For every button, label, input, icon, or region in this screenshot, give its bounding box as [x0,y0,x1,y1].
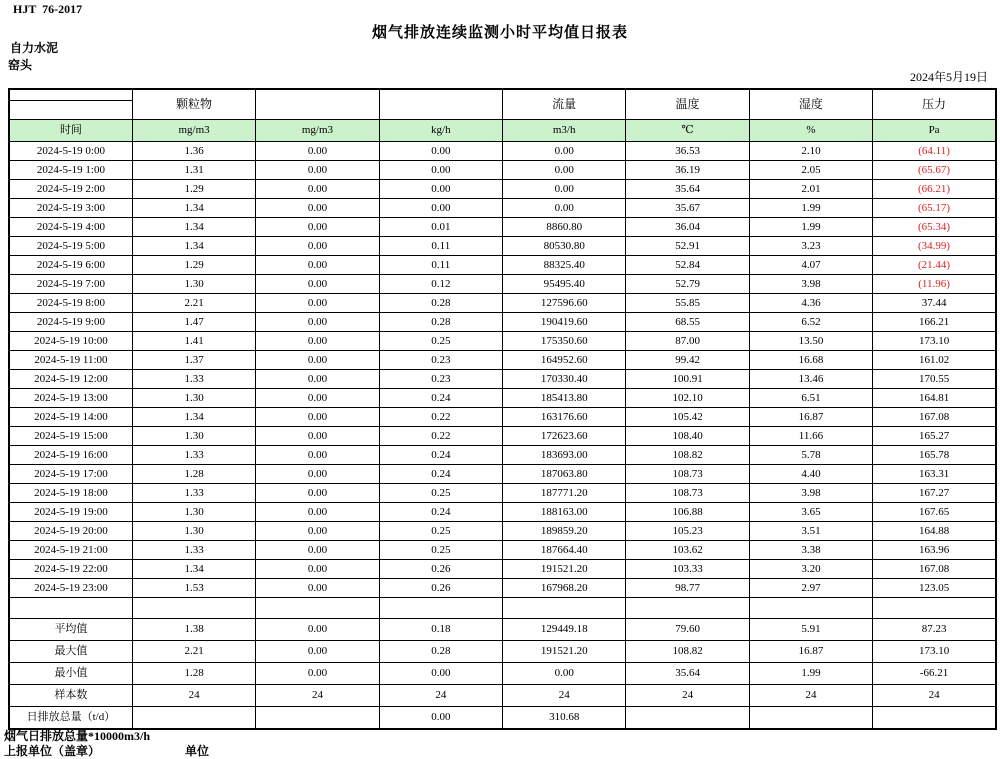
value-cell: 0.25 [379,484,502,503]
header-cell: 压力 [873,89,996,120]
value-cell: 105.23 [626,522,749,541]
value-cell: 52.79 [626,275,749,294]
summary-value: 1.38 [132,619,255,641]
value-cell: 95495.40 [503,275,626,294]
value-cell: 163176.60 [503,408,626,427]
value-cell: 1.36 [132,142,255,161]
value-cell: 36.19 [626,161,749,180]
table-row [9,560,996,579]
value-cell: 100.91 [626,370,749,389]
value-cell: (65.34) [873,218,996,237]
report-date: 2024年5月19日 [909,70,988,84]
summary-value: 24 [749,685,872,707]
time-cell: 2024-5-19 5:00 [9,237,132,256]
value-cell: 0.25 [379,332,502,351]
value-cell: 3.38 [749,541,872,560]
value-cell: 1.30 [132,275,255,294]
value-cell: 2.10 [749,142,872,161]
value-cell: 1.47 [132,313,255,332]
value-cell: 1.34 [132,199,255,218]
time-cell: 2024-5-19 2:00 [9,180,132,199]
empty-cell [626,598,749,619]
value-cell: 3.20 [749,560,872,579]
value-cell: 3.98 [749,484,872,503]
monitoring-point: 窑头 [8,58,33,72]
time-cell: 2024-5-19 18:00 [9,484,132,503]
table-row [9,294,996,313]
summary-value: 24 [626,685,749,707]
value-cell: 103.62 [626,541,749,560]
table-row [9,427,996,446]
value-cell: 108.73 [626,465,749,484]
value-cell: 1.29 [132,180,255,199]
value-cell: 0.00 [503,199,626,218]
unit-cell: mg/m3 [132,120,255,142]
value-cell: 187664.40 [503,541,626,560]
summary-value: 0.00 [379,663,502,685]
value-cell: 3.98 [749,275,872,294]
value-cell: 173.10 [873,332,996,351]
value-cell: 108.73 [626,484,749,503]
value-cell: 0.00 [256,560,379,579]
value-cell: (65.17) [873,199,996,218]
value-cell: 88325.40 [503,256,626,275]
value-cell: 167968.20 [503,579,626,598]
table-row [9,142,996,161]
header-cell: 温度 [626,89,749,120]
value-cell: 0.00 [256,465,379,484]
value-cell: 2.01 [749,180,872,199]
time-cell: 2024-5-19 4:00 [9,218,132,237]
value-cell: 1.37 [132,351,255,370]
summary-value: 0.00 [256,663,379,685]
value-cell: 0.00 [256,370,379,389]
value-cell: 1.29 [132,256,255,275]
summary-label: 日排放总量（t/d） [9,707,132,730]
value-cell: 1.30 [132,522,255,541]
header-cell: 流量 [503,89,626,120]
footer-report-unit-label: 上报单位（盖章） [4,744,101,758]
empty-row [9,598,996,619]
value-cell: 3.51 [749,522,872,541]
summary-value: 24 [873,685,996,707]
value-cell: 55.85 [626,294,749,313]
table-row [9,275,996,294]
value-cell: 0.11 [379,256,502,275]
time-cell: 2024-5-19 7:00 [9,275,132,294]
value-cell: 185413.80 [503,389,626,408]
value-cell: 0.22 [379,427,502,446]
summary-value [132,707,255,730]
value-cell: 167.65 [873,503,996,522]
header-group-row [9,89,996,120]
value-cell: 0.00 [256,237,379,256]
value-cell: 52.84 [626,256,749,275]
unit-cell: ℃ [626,120,749,142]
table-row [9,237,996,256]
value-cell: 1.34 [132,218,255,237]
time-cell: 2024-5-19 1:00 [9,161,132,180]
value-cell: 0.00 [379,161,502,180]
value-cell: 1.28 [132,465,255,484]
value-cell: 3.65 [749,503,872,522]
value-cell: 0.00 [256,446,379,465]
empty-cell [256,598,379,619]
summary-label: 最小值 [9,663,132,685]
summary-value: 1.28 [132,663,255,685]
value-cell: 0.00 [256,332,379,351]
value-cell: 167.27 [873,484,996,503]
value-cell: 0.26 [379,560,502,579]
value-cell: 1.33 [132,541,255,560]
value-cell: 4.36 [749,294,872,313]
report-table [8,88,997,730]
value-cell: 6.52 [749,313,872,332]
value-cell: 102.10 [626,389,749,408]
value-cell: 98.77 [626,579,749,598]
value-cell: 16.87 [749,408,872,427]
value-cell: 0.01 [379,218,502,237]
value-cell: 0.00 [256,275,379,294]
summary-value: -66.21 [873,663,996,685]
table-row [9,256,996,275]
page-title: 烟气排放连续监测小时平均值日报表 [371,25,628,41]
time-cell: 2024-5-19 3:00 [9,199,132,218]
value-cell: 1.53 [132,579,255,598]
value-cell: 8860.80 [503,218,626,237]
value-cell: 1.34 [132,237,255,256]
table-row [9,541,996,560]
time-cell: 2024-5-19 15:00 [9,427,132,446]
value-cell: 0.00 [503,142,626,161]
summary-value: 16.87 [749,641,872,663]
value-cell: (66.21) [873,180,996,199]
value-cell: 108.82 [626,446,749,465]
table-row [9,408,996,427]
value-cell: 0.00 [256,180,379,199]
value-cell: 188163.00 [503,503,626,522]
summary-value [749,707,872,730]
value-cell: (65.67) [873,161,996,180]
unit-cell: mg/m3 [256,120,379,142]
time-cell: 2024-5-19 22:00 [9,560,132,579]
value-cell: 170330.40 [503,370,626,389]
value-cell: 1.30 [132,503,255,522]
value-cell: 35.64 [626,180,749,199]
value-cell: 0.00 [256,351,379,370]
time-cell: 2024-5-19 9:00 [9,313,132,332]
value-cell: 164952.60 [503,351,626,370]
value-cell: 191521.20 [503,560,626,579]
time-cell: 2024-5-19 12:00 [9,370,132,389]
value-cell: 170.55 [873,370,996,389]
unit-cell: 时间 [9,120,132,142]
value-cell: 1.33 [132,370,255,389]
value-cell: 167.08 [873,560,996,579]
value-cell: (34.99) [873,237,996,256]
empty-cell [9,598,132,619]
header-cell-time-split [9,89,132,120]
summary-value: 24 [503,685,626,707]
value-cell: 6.51 [749,389,872,408]
summary-value: 0.18 [379,619,502,641]
summary-label: 平均值 [9,619,132,641]
time-cell: 2024-5-19 21:00 [9,541,132,560]
summary-value: 191521.20 [503,641,626,663]
value-cell: 87.00 [626,332,749,351]
value-cell: 0.00 [256,579,379,598]
table-row [9,465,996,484]
time-cell: 2024-5-19 19:00 [9,503,132,522]
value-cell: 164.88 [873,522,996,541]
value-cell: 123.05 [873,579,996,598]
value-cell: 161.02 [873,351,996,370]
value-cell: 0.24 [379,446,502,465]
value-cell: (21.44) [873,256,996,275]
summary-row [9,641,996,663]
time-cell: 2024-5-19 10:00 [9,332,132,351]
summary-value: 35.64 [626,663,749,685]
value-cell: 189859.20 [503,522,626,541]
footer-note: 烟气日排放总量*10000m3/h [4,729,151,743]
value-cell: 1.31 [132,161,255,180]
value-cell: 163.96 [873,541,996,560]
empty-cell [379,598,502,619]
summary-row [9,685,996,707]
summary-value: 2.21 [132,641,255,663]
value-cell: 1.34 [132,560,255,579]
table-row [9,389,996,408]
time-cell: 2024-5-19 20:00 [9,522,132,541]
value-cell: 1.99 [749,199,872,218]
value-cell: 2.97 [749,579,872,598]
summary-value: 79.60 [626,619,749,641]
report-table-body [9,89,996,729]
value-cell: 0.00 [256,218,379,237]
table-row [9,503,996,522]
value-cell: 165.27 [873,427,996,446]
value-cell: 52.91 [626,237,749,256]
table-row [9,370,996,389]
value-cell: (64.11) [873,142,996,161]
time-cell: 2024-5-19 6:00 [9,256,132,275]
value-cell: 0.00 [379,142,502,161]
summary-value [873,707,996,730]
value-cell: 0.00 [256,408,379,427]
value-cell: 172623.60 [503,427,626,446]
unit-cell: m3/h [503,120,626,142]
value-cell: 166.21 [873,313,996,332]
value-cell: 0.00 [256,522,379,541]
value-cell: 163.31 [873,465,996,484]
value-cell: 0.23 [379,370,502,389]
value-cell: 4.40 [749,465,872,484]
value-cell: 165.78 [873,446,996,465]
empty-cell [749,598,872,619]
time-cell: 2024-5-19 14:00 [9,408,132,427]
value-cell: 36.04 [626,218,749,237]
table-row [9,522,996,541]
value-cell: 11.66 [749,427,872,446]
summary-value: 5.91 [749,619,872,641]
header-cell [379,89,502,120]
table-row [9,579,996,598]
summary-value: 24 [379,685,502,707]
summary-value: 0.00 [379,707,502,730]
summary-value: 310.68 [503,707,626,730]
value-cell: 36.53 [626,142,749,161]
value-cell: 0.00 [256,294,379,313]
value-cell: 106.88 [626,503,749,522]
value-cell: 0.00 [503,180,626,199]
value-cell: 1.30 [132,427,255,446]
value-cell: 0.00 [379,199,502,218]
value-cell: 0.00 [256,161,379,180]
table-row [9,332,996,351]
value-cell: 37.44 [873,294,996,313]
value-cell: 0.24 [379,503,502,522]
value-cell: 99.42 [626,351,749,370]
value-cell: 80530.80 [503,237,626,256]
value-cell: 190419.60 [503,313,626,332]
table-row [9,161,996,180]
summary-value: 129449.18 [503,619,626,641]
value-cell: 5.78 [749,446,872,465]
summary-value [626,707,749,730]
value-cell: 68.55 [626,313,749,332]
value-cell: 0.00 [379,180,502,199]
time-cell: 2024-5-19 23:00 [9,579,132,598]
value-cell: 0.24 [379,465,502,484]
summary-value: 0.00 [503,663,626,685]
summary-value: 24 [256,685,379,707]
value-cell: 103.33 [626,560,749,579]
value-cell: 0.00 [256,389,379,408]
value-cell: 183693.00 [503,446,626,465]
value-cell: 167.08 [873,408,996,427]
value-cell: 187063.80 [503,465,626,484]
header-cell [256,89,379,120]
unit-cell: % [749,120,872,142]
value-cell: 187771.20 [503,484,626,503]
table-row [9,199,996,218]
empty-cell [503,598,626,619]
value-cell: 0.00 [256,503,379,522]
summary-value [256,707,379,730]
value-cell: 0.28 [379,313,502,332]
header-cell: 湿度 [749,89,872,120]
time-cell: 2024-5-19 17:00 [9,465,132,484]
value-cell: 35.67 [626,199,749,218]
value-cell: 0.00 [256,199,379,218]
value-cell: 1.41 [132,332,255,351]
table-row [9,446,996,465]
value-cell: 0.00 [503,161,626,180]
unit-cell: Pa [873,120,996,142]
company-name: 自力水泥 [10,41,59,55]
value-cell: 0.12 [379,275,502,294]
summary-row [9,707,996,730]
value-cell: 0.26 [379,579,502,598]
value-cell: 0.11 [379,237,502,256]
value-cell: (11.96) [873,275,996,294]
summary-value: 1.99 [749,663,872,685]
value-cell: 1.34 [132,408,255,427]
value-cell: 127596.60 [503,294,626,313]
summary-value: 0.28 [379,641,502,663]
value-cell: 3.23 [749,237,872,256]
summary-value: 173.10 [873,641,996,663]
value-cell: 0.28 [379,294,502,313]
value-cell: 0.00 [256,541,379,560]
value-cell: 2.05 [749,161,872,180]
time-cell: 2024-5-19 11:00 [9,351,132,370]
table-row [9,218,996,237]
value-cell: 108.40 [626,427,749,446]
table-row [9,313,996,332]
table-row [9,351,996,370]
value-cell: 0.00 [256,313,379,332]
summary-value: 0.00 [256,641,379,663]
value-cell: 0.00 [256,427,379,446]
value-cell: 2.21 [132,294,255,313]
empty-cell [132,598,255,619]
summary-value: 0.00 [256,619,379,641]
time-cell: 2024-5-19 0:00 [9,142,132,161]
value-cell: 1.99 [749,218,872,237]
value-cell: 105.42 [626,408,749,427]
value-cell: 1.30 [132,389,255,408]
value-cell: 0.25 [379,541,502,560]
value-cell: 0.25 [379,522,502,541]
value-cell: 164.81 [873,389,996,408]
summary-value: 24 [132,685,255,707]
summary-label: 最大值 [9,641,132,663]
value-cell: 0.23 [379,351,502,370]
header-cell: 颗粒物 [132,89,255,120]
summary-label: 样本数 [9,685,132,707]
value-cell: 1.33 [132,484,255,503]
time-cell: 2024-5-19 8:00 [9,294,132,313]
value-cell: 13.50 [749,332,872,351]
value-cell: 13.46 [749,370,872,389]
header-split-divider [9,100,132,101]
value-cell: 0.00 [256,142,379,161]
value-cell: 1.33 [132,446,255,465]
summary-row [9,663,996,685]
value-cell: 0.00 [256,256,379,275]
time-cell: 2024-5-19 13:00 [9,389,132,408]
summary-row [9,619,996,641]
units-row [9,120,996,142]
value-cell: 4.07 [749,256,872,275]
value-cell: 16.68 [749,351,872,370]
summary-value: 87.23 [873,619,996,641]
summary-value: 108.82 [626,641,749,663]
table-row [9,180,996,199]
value-cell: 0.22 [379,408,502,427]
value-cell: 0.24 [379,389,502,408]
footer-unit-label: 单位 [185,744,210,758]
value-cell: 0.00 [256,484,379,503]
value-cell: 175350.60 [503,332,626,351]
unit-cell: kg/h [379,120,502,142]
time-cell: 2024-5-19 16:00 [9,446,132,465]
empty-cell [873,598,996,619]
standard-code: HJT 76-2017 [13,2,83,16]
table-row [9,484,996,503]
